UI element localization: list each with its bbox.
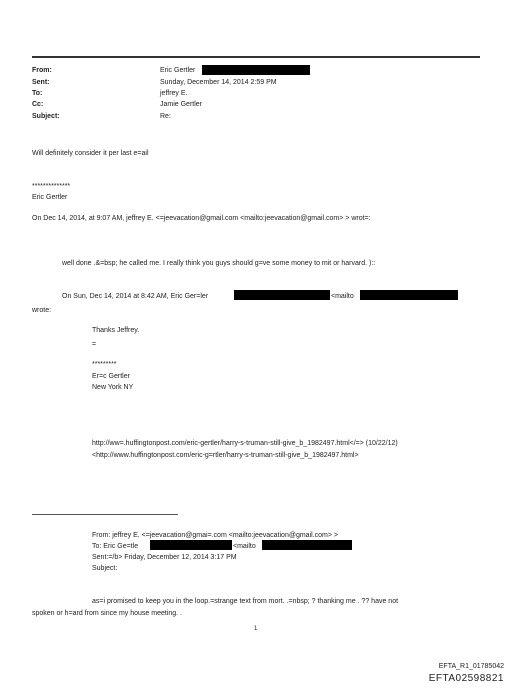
quoted-header-842: On Sun, Dec 14, 2014 at 8:42 AM, Eric Ger=ler [62, 293, 209, 300]
redaction-box [234, 290, 330, 300]
cc-label: Cc: [32, 101, 44, 108]
quoted-sig-city: New York NY [92, 384, 134, 391]
forwarded-message-line-1: as=i promised to keep you in the loop.=strange text from mort. .=nbsp; ? thanking me . ?? have not [92, 598, 399, 605]
page-number: 1 [254, 626, 258, 632]
from-label: From: [32, 67, 52, 74]
forwarded-subject: Subject: [92, 565, 118, 572]
forwarded-message-line-2: spoken or h=ard from since my house meeting. . [32, 610, 182, 617]
quoted-message-well-done: well done .&=bsp; he called me. I really think you guys should g=ve some money to mit or harvard. ):: [62, 260, 376, 267]
subject-label: Subject: [32, 113, 60, 120]
cc-value: Jamie Gertler [160, 101, 203, 108]
bates-number-small: EFTA_R1_01785042 [438, 663, 504, 670]
signature-name: Eric Gertler [32, 194, 68, 201]
mailto-text: <mailto [331, 293, 354, 300]
link-line-1: http://ww=.huffingtonpost.com/eric-gertler/harry-s-truman-still-give_b_1982497.html</=> (10/22/12) [92, 440, 398, 447]
forwarded-to: To: Eric Ge=tle [92, 543, 139, 550]
sent-value: Sunday, December 14, 2014 2:59 PM [160, 79, 277, 86]
forwarded-to-mailto: <mailto [233, 543, 256, 550]
quoted-sig-name: Er=c Gertler [92, 373, 130, 380]
from-value: Eric Gertler [160, 67, 196, 74]
forwarded-sent: Sent:=/b> Friday, December 12, 2014 3:17 PM [92, 554, 237, 561]
quoted-equals: = [92, 341, 97, 348]
quoted-stars: ********* [92, 361, 117, 368]
forwarded-from: From: jeffrey E. <=jeevacation@gmai=.com <mailto:jeevacation@gmail.com> > [92, 532, 338, 539]
body-line-reply: Will definitely consider it per last e=ail [32, 150, 149, 157]
redaction-box [360, 290, 458, 300]
forward-divider [32, 514, 178, 515]
signature-stars: ************** [32, 183, 71, 190]
quoted-header-907: On Dec 14, 2014, at 9:07 AM, jeffrey E. <=jeevacation@gmail.com <mailto:jeevacation@gmail.com> > wrot=: [32, 215, 371, 222]
header-top-rule [32, 56, 480, 58]
quoted-thanks: Thanks Jeffrey. [92, 327, 140, 334]
bates-number-large: EFTA02598821 [428, 673, 504, 684]
redaction-box [262, 540, 352, 550]
subject-value: Re: [160, 113, 171, 120]
wrote-label: wrote: [32, 307, 52, 314]
sent-label: Sent: [32, 79, 50, 86]
redaction-box [150, 540, 232, 550]
redaction-box [202, 65, 310, 75]
to-value: jeffrey E. [160, 90, 188, 97]
to-label: To: [32, 90, 43, 97]
link-line-2: <http://www.huffingtonpost.com/eric-g=rtler/harry-s-truman-still-give_b_1982497.html> [92, 452, 359, 459]
